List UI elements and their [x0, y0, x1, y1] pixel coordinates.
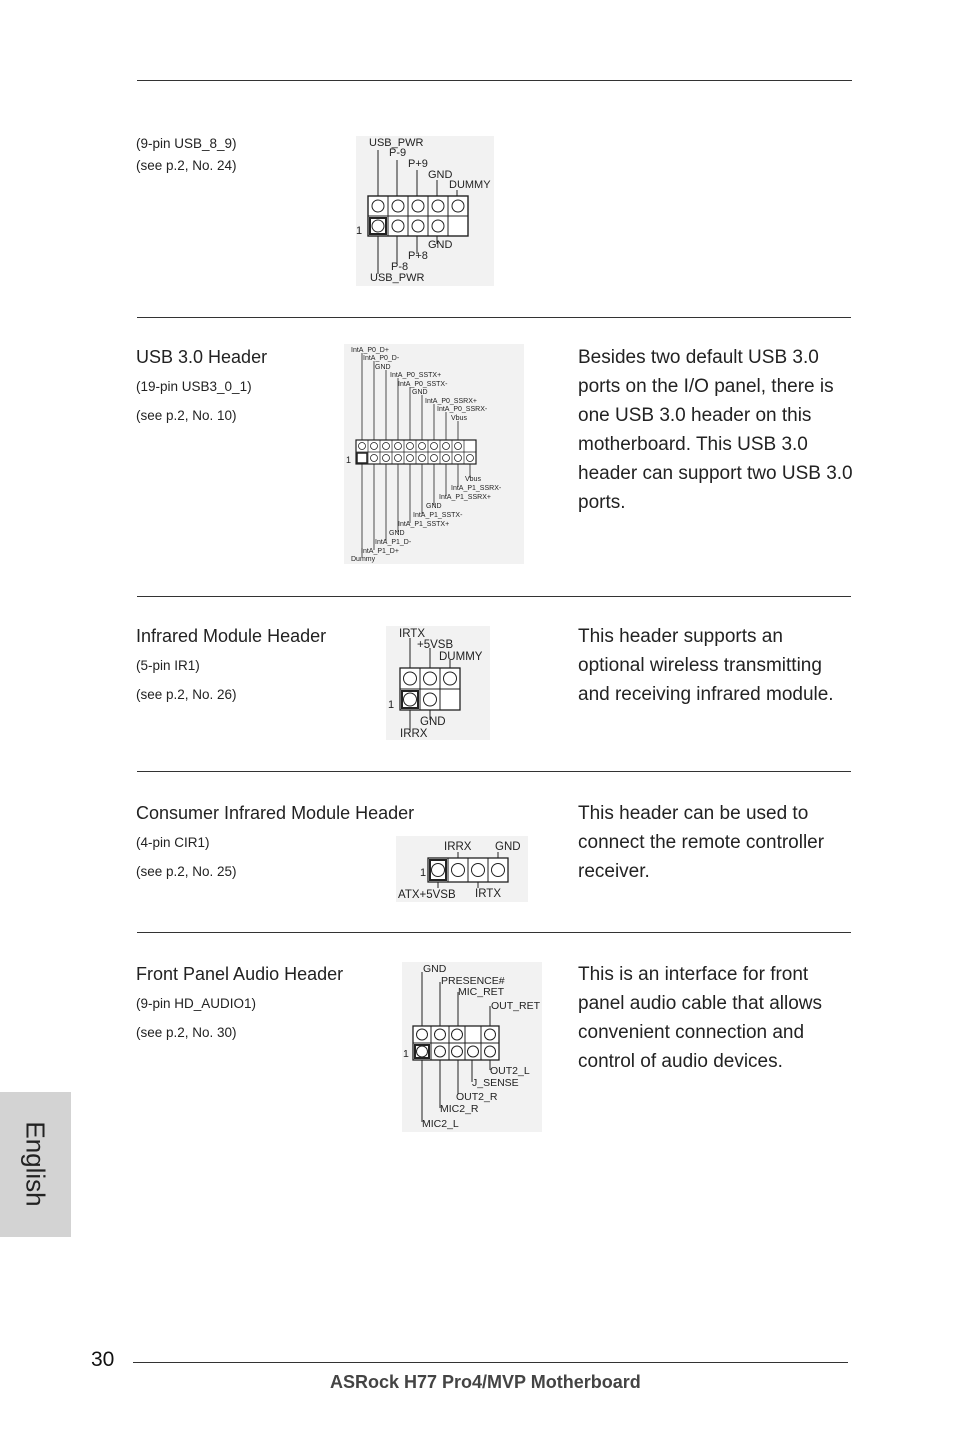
usb2-header-diagram — [356, 136, 494, 286]
description-line: This is an interface for front — [578, 964, 809, 985]
usb3-pin-label-bottom: IntA_P1_SSTX- — [413, 512, 463, 519]
usb3-pin-label-top: IntA_P0_SSRX+ — [425, 398, 477, 405]
usb2-pin-label-bottom: P+8 — [408, 250, 428, 262]
usb3-pin-label-bottom: GND — [389, 530, 405, 537]
usb2-pin-label: (9-pin USB_8_9) — [136, 136, 237, 151]
description-line: and receiving infrared module. — [578, 684, 834, 705]
usb3-pin-label-top: IntA_P0_D+ — [351, 347, 389, 354]
ir-pin-label: IRRX — [400, 728, 428, 740]
section-divider — [137, 317, 851, 318]
ir-pin-label: (5-pin IR1) — [136, 658, 200, 673]
usb3-pin-label-bottom: Vbus — [465, 476, 481, 483]
audio-pin-label-bottom: J_SENSE — [472, 1077, 519, 1089]
usb3-description — [578, 343, 858, 517]
ir-title: Infrared Module Header — [136, 626, 327, 646]
cir-description — [578, 799, 858, 886]
usb2-pin-label-top: DUMMY — [449, 179, 491, 191]
ir-description — [578, 622, 858, 709]
description-line: connect the remote controller — [578, 832, 825, 853]
usb3-pin-label-top: Vbus — [451, 415, 467, 422]
description-line: header can support two USB 3.0 — [578, 463, 853, 484]
description-line: This header supports an — [578, 626, 783, 647]
language-side-tab-label: English — [20, 1121, 51, 1207]
usb3-pin-label-bottom: GND — [426, 503, 442, 510]
usb2-pin-label-top: GND — [428, 169, 453, 181]
cir-page-ref: (see p.2, No. 25) — [136, 864, 237, 879]
section-divider — [137, 596, 851, 597]
audio-pin-label-top: MIC_RET — [458, 986, 505, 998]
ir-page-ref: (see p.2, No. 26) — [136, 687, 237, 702]
ir-pin1-marker: 1 — [388, 699, 395, 711]
description-line: ports. — [578, 492, 626, 513]
usb3-pin-label-top: GND — [412, 389, 428, 396]
usb2-pin1-marker: 1 — [356, 225, 363, 237]
usb3-pin-label-top: IntA_P0_SSTX+ — [390, 372, 442, 379]
cir-pin-label: GND — [495, 841, 521, 853]
ir-pin-label: +5VSB — [417, 639, 454, 651]
usb3-pin-label-top: GND — [375, 364, 391, 371]
description-line: control of audio devices. — [578, 1051, 783, 1072]
audio-pin-label-bottom: MIC2_L — [422, 1118, 459, 1130]
usb3-pin-label-top: IntA_P0_D- — [363, 355, 400, 362]
usb3-pin-label-bottom: IntA_P1_SSRX+ — [439, 494, 491, 501]
usb3-pin-label-bottom: IntA_P1_D+ — [361, 548, 399, 555]
description-line: Besides two default USB 3.0 — [578, 347, 819, 368]
section-divider — [137, 771, 851, 772]
section-divider — [137, 932, 851, 933]
audio-description — [578, 960, 858, 1076]
audio-pin-label-top: OUT_RET — [491, 1000, 541, 1012]
description-line: ports on the I/O panel, there is — [578, 376, 834, 397]
usb2-pin-label-top: P+9 — [408, 158, 428, 170]
usb3-pin-label: (19-pin USB3_0_1) — [136, 379, 252, 394]
cir-pin-label: IRTX — [475, 888, 501, 900]
cir-pin1-marker: 1 — [420, 867, 427, 879]
language-side-tab — [0, 1092, 71, 1237]
audio-page-ref: (see p.2, No. 30) — [136, 1025, 237, 1040]
ir-header-diagram — [386, 626, 490, 740]
audio-pin-label: (9-pin HD_AUDIO1) — [136, 996, 257, 1011]
usb3-header-diagram — [344, 344, 524, 564]
footer-rule — [133, 1362, 848, 1363]
audio-pin-label-top: PRESENCE# — [441, 975, 505, 987]
audio-title: Front Panel Audio Header — [136, 964, 344, 984]
page-number: 30 — [91, 1348, 115, 1371]
usb3-page-ref: (see p.2, No. 10) — [136, 408, 237, 423]
cir-pin-label: ATX+5VSB — [398, 889, 456, 901]
footer-title: ASRock H77 Pro4/MVP Motherboard — [330, 1372, 641, 1392]
description-line: receiver. — [578, 861, 650, 882]
cir-header-diagram — [396, 836, 528, 902]
usb3-pin-label-top: IntA_P0_SSTX- — [398, 381, 448, 388]
description-line: convenient connection and — [578, 1022, 805, 1043]
ir-pin-label: IRTX — [399, 628, 425, 640]
cir-title: Consumer Infrared Module Header — [136, 803, 415, 823]
usb2-pin-label-bottom: USB_PWR — [370, 272, 425, 284]
cir-pin-label: (4-pin CIR1) — [136, 835, 210, 850]
description-line: one USB 3.0 header on this — [578, 405, 812, 426]
usb2-pin-label-bottom: GND — [428, 239, 453, 251]
usb3-pin-label-top: IntA_P0_SSRX- — [437, 406, 488, 413]
description-line: optional wireless transmitting — [578, 655, 822, 676]
ir-pin-label: GND — [420, 716, 446, 728]
cir-pin-label: IRRX — [444, 841, 472, 853]
usb3-pin-label-bottom: IntA_P1_D- — [375, 539, 412, 546]
usb2-pin-label-top: USB_PWR — [369, 137, 424, 149]
audio-header-diagram — [402, 962, 542, 1132]
audio-pin-label-bottom: MIC2_R — [440, 1103, 479, 1115]
usb3-pin-label-bottom: IntA_P1_SSTX+ — [398, 521, 450, 528]
usb3-pin-label-bottom: IntA_P1_SSRX- — [451, 485, 502, 492]
usb3-pin1-marker: 1 — [346, 455, 352, 465]
audio-pin-label-top: GND — [423, 963, 447, 975]
audio-pin-label-bottom: OUT2_R — [456, 1091, 498, 1103]
audio-pin1-marker: 1 — [403, 1048, 409, 1060]
description-line: panel audio cable that allows — [578, 993, 823, 1014]
usb3-title: USB 3.0 Header — [136, 347, 268, 367]
usb2-pin-label-bottom: P-8 — [391, 261, 409, 273]
top-rule — [137, 80, 852, 81]
audio-pin-label-bottom: OUT2_L — [490, 1065, 530, 1077]
description-line: This header can be used to — [578, 803, 809, 824]
description-line: motherboard. This USB 3.0 — [578, 434, 808, 455]
usb2-pin-label-top: P-9 — [389, 147, 407, 159]
ir-pin-label: DUMMY — [439, 651, 483, 663]
usb3-pin-label-bottom: Dummy — [351, 556, 376, 563]
usb2-page-ref: (see p.2, No. 24) — [136, 158, 237, 173]
